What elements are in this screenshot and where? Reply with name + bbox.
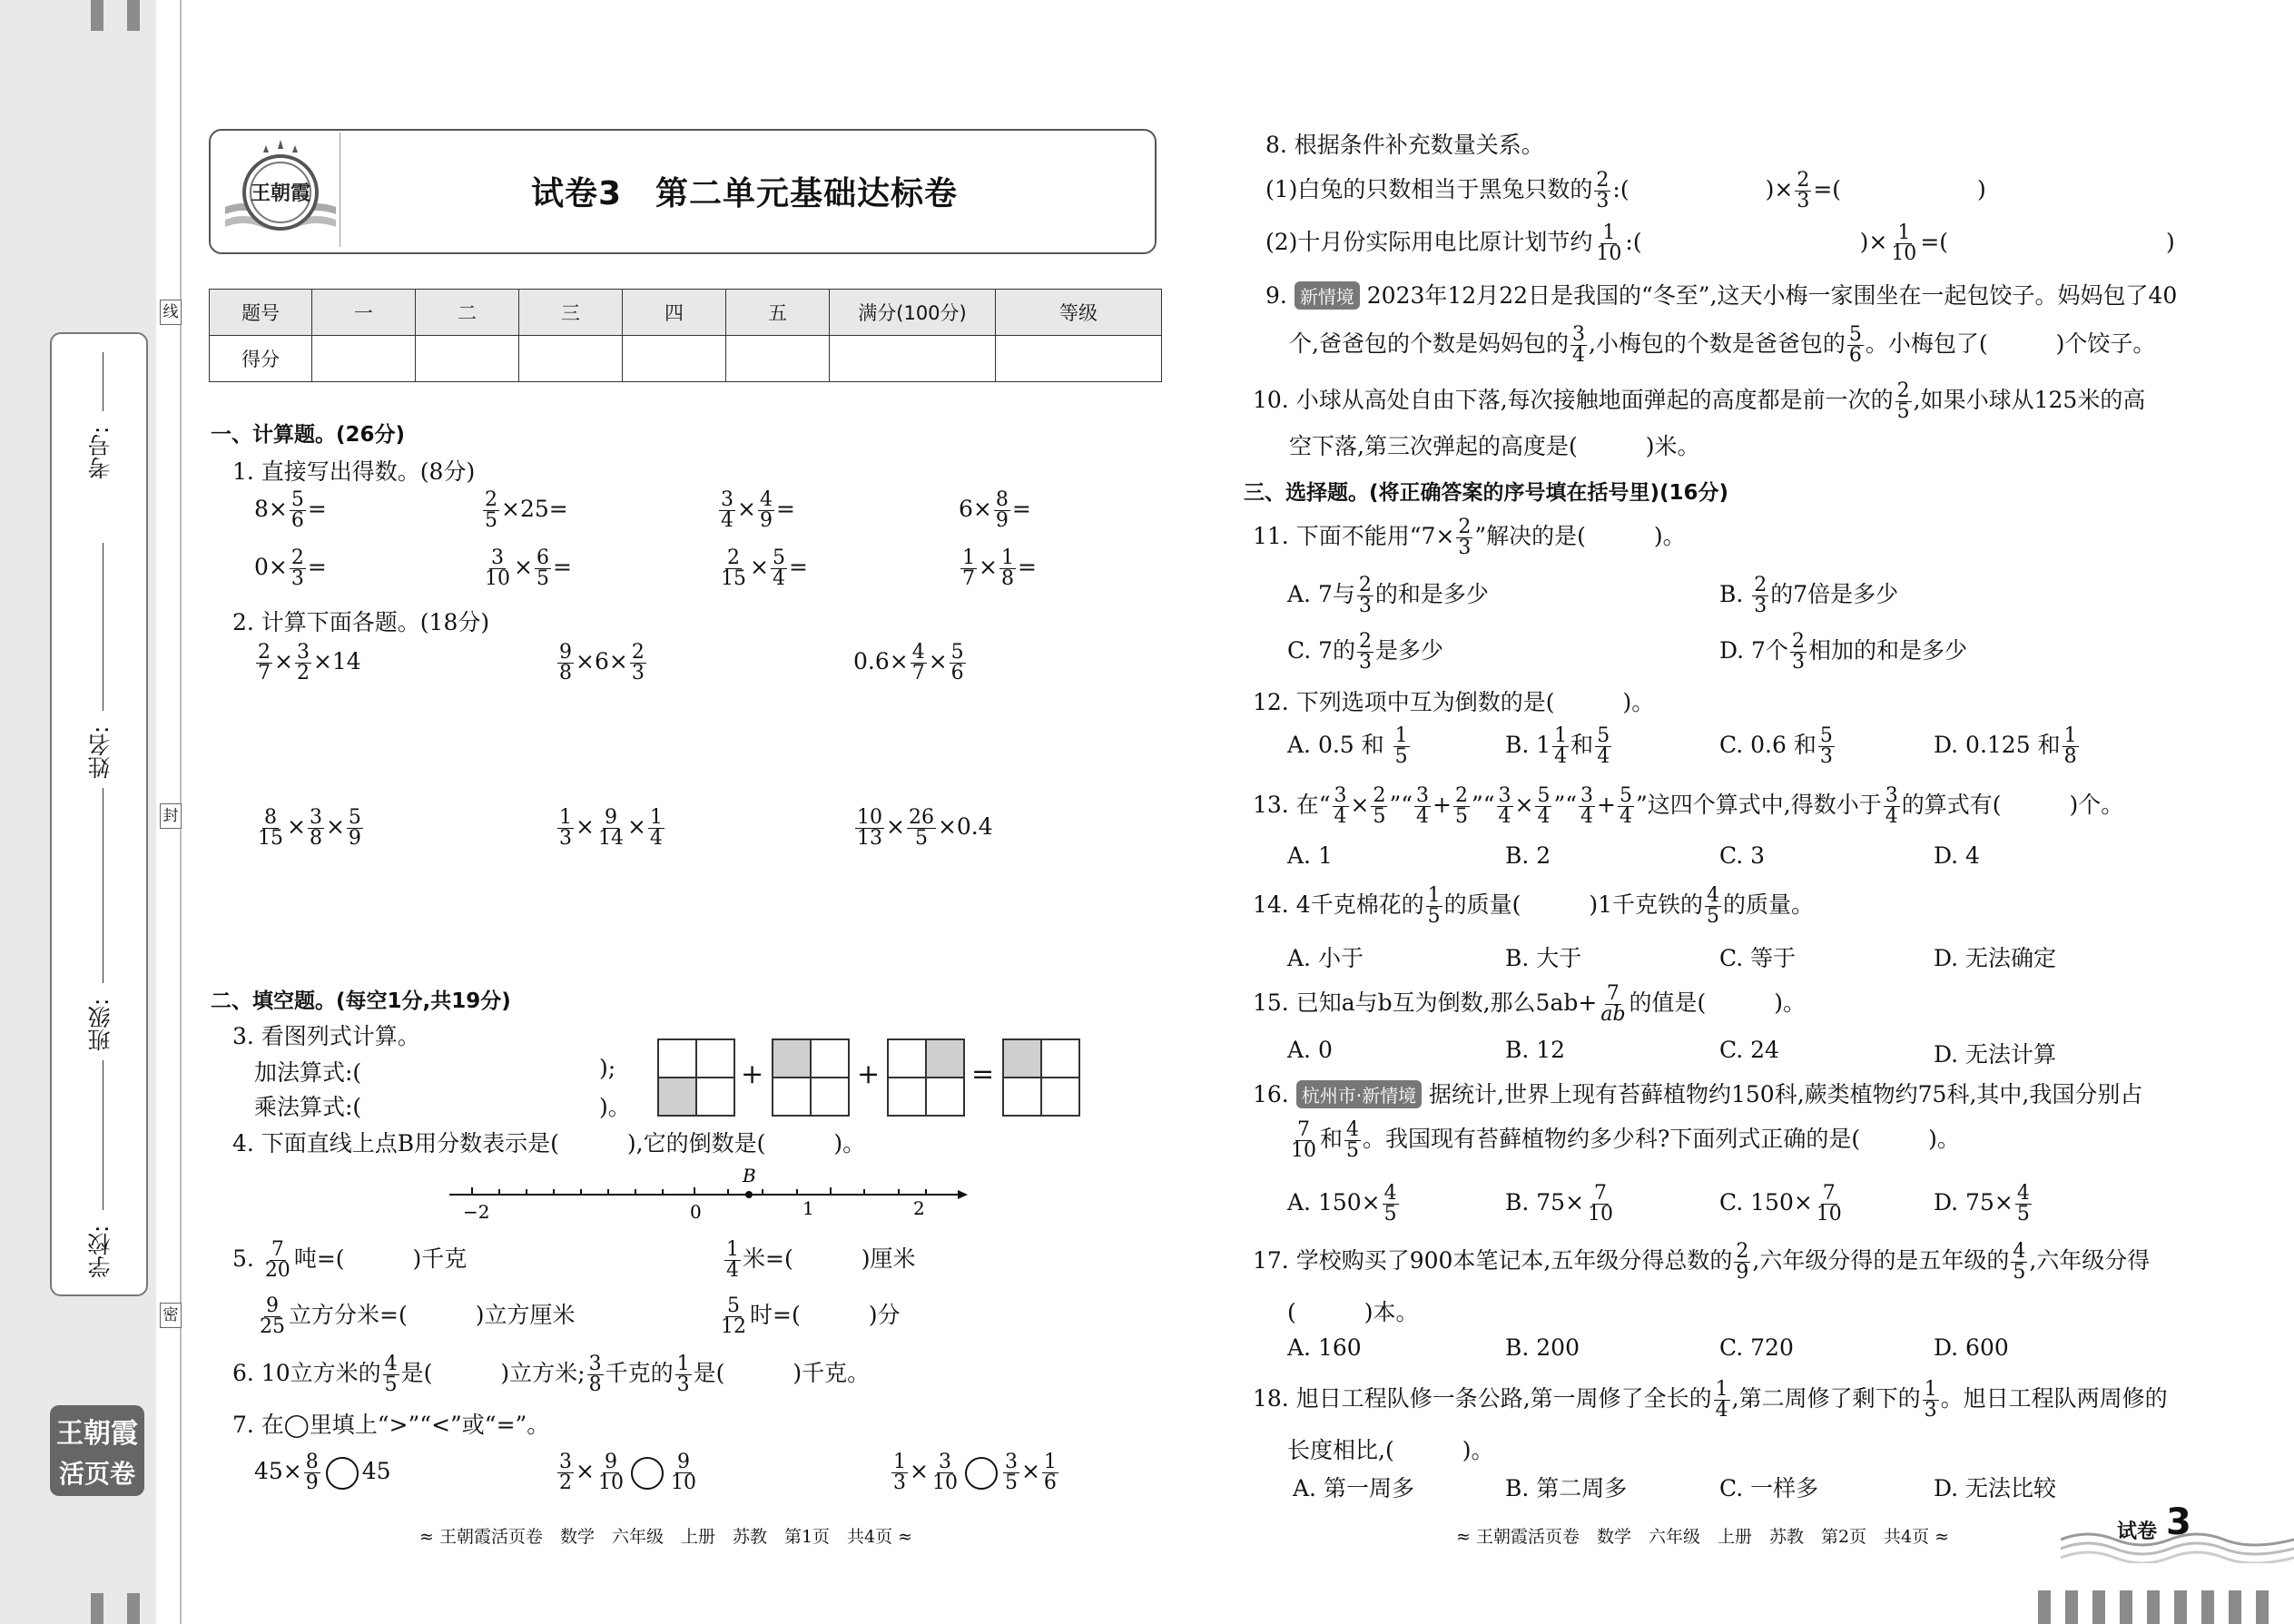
score-table-score-row [210, 336, 1162, 382]
q17-option-d[interactable]: D. 600 [1934, 1334, 2009, 1361]
question-12: 12. 下列选项中互为倒数的是( )。 [1253, 689, 1655, 715]
q5-item-3-text: 立方分米=( )立方厘米 [289, 1302, 576, 1328]
q5-item-4: $\frac{5}{12}$ 时=( )分 [721, 1294, 901, 1338]
compare-circle[interactable] [631, 1457, 664, 1490]
table-cell: 得分 [210, 336, 312, 382]
question-10: 10. 小球从高处自由下落,每次接触地面弹起的高度都是前一次的 $\frac{2}{5}$ ,如果小球从125米的高 [1253, 379, 2146, 423]
number-line [445, 1162, 971, 1225]
q13-text-2: ”这四个算式中,得数小于 [1636, 792, 1882, 818]
q14-text-2: 的质量( )1千克铁的 [1443, 891, 1704, 918]
question-14: 14. 4千克棉花的 $\frac{1}{5}$ 的质量( )1千克铁的 $\frac{4}{5}$ 的质量。 [1253, 884, 1815, 928]
q1-item-6: $\frac{3}{10}$ × $\frac{6}{5}$ = [485, 546, 572, 590]
question-3: 3. 看图列式计算。 [232, 1023, 420, 1049]
q7-item-1-left: 45× [254, 1458, 302, 1484]
q12-option-c[interactable]: C. 0.6 和 $\frac{5}{3}$ [1719, 724, 1833, 768]
q7-item-3: $\frac{1}{3}$ × $\frac{3}{10}$ $\frac{3}{5}$ × $\frac{1}{6}$ [893, 1451, 1057, 1494]
q18-option-b[interactable]: B. 第二周多 [1505, 1475, 1628, 1501]
q11-option-d[interactable]: D. 7个 $\frac{2}{3}$ 相加的和是多少 [1719, 630, 1967, 674]
binding-char-mi: 密 [160, 1303, 182, 1328]
question-16-cont: $\frac{7}{10}$ 和 $\frac{4}{5}$ 。我国现有苔藓植物约多少科?下面列式正确的是( )。 [1291, 1118, 1960, 1162]
score-input-cell[interactable] [996, 336, 1162, 382]
svg-text:王朝霞: 王朝霞 [250, 182, 311, 205]
compare-circle[interactable] [326, 1457, 359, 1490]
q8-item-2: (2)十月份实际用电比原计划节约 $\frac{1}{10}$ :( )× $\frac{1}{10}$ =( ) [1265, 221, 2175, 265]
q11-text-2: ”解决的是( )。 [1474, 523, 1686, 549]
q2-item-1: $\frac{2}{7}$ × $\frac{3}{2}$ ×14 [258, 641, 361, 684]
question-6: 6. 10立方米的 $\frac{4}{5}$ 是( )立方米; $\frac{3}{8}$ 千克的 $\frac{1}{3}$ 是( )千克。 [232, 1353, 871, 1396]
table-cell: 题号 [210, 290, 312, 336]
q5-item-2-text: 米=( )厘米 [743, 1245, 916, 1272]
q1-item-5: 0× $\frac{2}{3}$ = [254, 546, 327, 590]
q7-item-2: $\frac{3}{2}$ × $\frac{9}{10}$ $\frac{9}{10}$ [559, 1451, 696, 1494]
number-line-label: 1 [802, 1197, 814, 1219]
q5-item-4-text: 时=( )分 [750, 1302, 901, 1328]
q5-item-2: $\frac{1}{4}$ 米=( )厘米 [726, 1238, 916, 1282]
q17-text-2: ,六年级分得的是五年级的 [1752, 1247, 2010, 1274]
fraction-grid [772, 1038, 850, 1117]
q12-option-b[interactable]: B. 1 $\frac{1}{4}$ 和 $\frac{5}{4}$ [1505, 724, 1610, 768]
school-label: 学校: [87, 1225, 113, 1278]
q11-option-b-text-2: 的7倍是多少 [1770, 581, 1899, 607]
score-table-header-row [210, 290, 1162, 336]
q13-option-d[interactable]: D. 4 [1934, 842, 1980, 869]
q10-text-1: 10. 小球从高处自由下落,每次接触地面弹起的高度都是前一次的 [1253, 387, 1894, 413]
question-11: 11. 下面不能用“7× $\frac{2}{3}$ ”解决的是( )。 [1253, 516, 1686, 559]
q11-option-d-text: D. 7个 [1719, 637, 1788, 664]
q16-text-1: 据统计,世界上现有苔藓植物约150科,蕨类植物约75科,其中,我国分别占 [1429, 1081, 2143, 1107]
q15-option-b[interactable]: B. 12 [1505, 1037, 1566, 1063]
table-cell: 五 [726, 290, 830, 336]
number-line-label: −2 [463, 1201, 490, 1223]
q14-option-c[interactable]: C. 等于 [1719, 945, 1797, 971]
q18-option-d[interactable]: D. 无法比较 [1934, 1475, 2057, 1501]
exam-number-label: 考号: [87, 426, 113, 479]
q9-text-3: ,小梅包的个数是爸爸包的 [1588, 330, 1846, 357]
q8-item-1: (1)白兔的只数相当于黑兔只数的 $\frac{2}{3}$ :( )× $\frac{2}{3}$ =( ) [1265, 169, 1986, 212]
question-8: 8. 根据条件补充数量关系。 [1265, 132, 1544, 158]
table-cell: 等级 [996, 290, 1162, 336]
q15-option-d[interactable]: D. 无法计算 [1934, 1041, 2057, 1068]
q9-text-2: 个,爸爸包的个数是妈妈包的 [1289, 330, 1569, 357]
q16-text-2: 。我国现有苔藓植物约多少科?下面列式正确的是( )。 [1363, 1126, 1960, 1152]
question-17: 17. 学校购买了900本笔记本,五年级分得总数的 $\frac{2}{9}$ ,六年级分得的是五年级的 $\frac{4}{5}$ ,六年级分得 [1253, 1240, 2151, 1284]
score-input-cell[interactable] [312, 336, 416, 382]
q13-option-c[interactable]: C. 3 [1719, 842, 1766, 869]
q15-option-a[interactable]: A. 0 [1287, 1037, 1333, 1063]
q1-item-3: $\frac{3}{4}$ × $\frac{4}{9}$ = [721, 488, 795, 532]
strip-bar [127, 0, 140, 31]
q12-option-d[interactable]: D. 0.125 和 $\frac{1}{8}$ [1934, 724, 2077, 768]
plus-sign: + [857, 1058, 881, 1090]
q17-option-c[interactable]: C. 720 [1719, 1334, 1794, 1361]
score-input-cell[interactable] [416, 336, 519, 382]
q11-text-1: 11. 下面不能用“7× [1253, 523, 1455, 549]
question-17-cont: ( )本。 [1287, 1299, 1419, 1325]
fraction-grid [1002, 1038, 1080, 1117]
corner-number: 3 [2166, 1501, 2191, 1543]
q6-text-4: 是( )千克。 [693, 1360, 871, 1386]
q11-option-a[interactable]: A. 7与 $\frac{2}{3}$ 的和是多少 [1287, 574, 1489, 617]
q6-text-1: 6. 10立方米的 [232, 1360, 381, 1386]
binding-char-feng: 封 [160, 803, 182, 829]
q9-text-4: 。小梅包了( )个饺子。 [1865, 330, 2156, 357]
q11-option-c-text-2: 是多少 [1375, 637, 1444, 664]
right-page-footer: ≈ 王朝霞活页卷 数学 六年级 上册 苏教 第2页 共4页 ≈ [1456, 1527, 1950, 1547]
binding-char-xian: 线 [160, 300, 182, 325]
q5-item-1-text: 吨=( )千克 [293, 1245, 468, 1272]
table-cell: 二 [416, 290, 519, 336]
new-context-tag: 新情境 [1295, 281, 1360, 310]
q3-multiplication-label: 乘法算式:( [254, 1094, 362, 1120]
q16-option-d[interactable]: D. 75× $\frac{4}{5}$ [1934, 1182, 2030, 1225]
q11-option-b-text: B. [1719, 581, 1744, 607]
q11-option-c-text: C. 7的 [1287, 637, 1356, 664]
q13-option-a[interactable]: A. 1 [1287, 842, 1333, 869]
q11-option-d-text-2: 相加的和是多少 [1807, 637, 1967, 664]
q17-option-a[interactable]: A. 160 [1287, 1334, 1362, 1361]
question-13: 13. 在“ $\frac{3}{4}$ × $\frac{2}{5}$ ”“ $\frac{3}{4}$ + $\frac{2}{5}$ ”“ $\frac{3}{4}$ × $\frac{5}{4}$ ”“ $\frac{3}{4}$ + $\frac{5}{4}$ ”这四个算式中,得数小于 $\frac{3}{4}$ 的算式有( )个。 [1253, 784, 2124, 828]
q11-option-b[interactable]: B. $\frac{2}{3}$ 的7倍是多少 [1719, 574, 1899, 617]
q7-item-1: 45× $\frac{8}{9}$ 45 [254, 1451, 391, 1494]
q13-text-1: 13. 在“ [1253, 792, 1331, 818]
compare-circle[interactable] [965, 1457, 998, 1490]
q2-item-2: $\frac{9}{8}$ ×6× $\frac{2}{3}$ [559, 641, 645, 684]
table-cell: 一 [312, 290, 416, 336]
publisher-logo [225, 136, 336, 241]
question-4: 4. 下面直线上点B用分数表示是( ),它的倒数是( )。 [232, 1130, 866, 1156]
q12-option-a[interactable]: A. 0.5 和 $\frac{1}{5}$ [1287, 724, 1408, 768]
q8-item-1-text: (1)白兔的只数相当于黑兔只数的 [1265, 176, 1593, 202]
question-9-cont: 个,爸爸包的个数是妈妈包的 $\frac{3}{4}$ ,小梅包的个数是爸爸包的 $\frac{5}{6}$ 。小梅包了( )个饺子。 [1289, 323, 2156, 367]
q13-text-3: 的算式有( )个。 [1901, 792, 2124, 818]
brand-bottom-text: 活页卷 [58, 1459, 135, 1489]
q1-item-2: $\frac{2}{5}$ ×25= [485, 488, 568, 532]
q7-item-1-right: 45 [361, 1458, 391, 1484]
q3-multiplication-close: )。 [599, 1094, 631, 1120]
name-label: 姓名: [87, 725, 113, 779]
q17-option-b[interactable]: B. 200 [1505, 1334, 1580, 1361]
equals-sign: = [971, 1058, 995, 1090]
q17-text-1: 17. 学校购买了900本笔记本,五年级分得总数的 [1253, 1247, 1733, 1274]
q2-item-4: $\frac{8}{15}$ × $\frac{3}{8}$ × $\frac{5}{9}$ [258, 806, 361, 850]
plus-sign: + [741, 1058, 764, 1090]
score-input-cell[interactable] [519, 336, 623, 382]
section-2-title: 二、填空题。(每空1分,共19分) [211, 989, 511, 1013]
student-info-box [50, 332, 148, 1296]
section-1-title: 一、计算题。(26分) [211, 423, 406, 447]
q18-text-3: 。旭日工程队两周修的 [1940, 1385, 2168, 1412]
q14-text-1: 14. 4千克棉花的 [1253, 891, 1424, 918]
q6-text-3: 千克的 [605, 1360, 674, 1386]
q15-option-c[interactable]: C. 24 [1719, 1037, 1779, 1063]
brand-badge [50, 1405, 144, 1496]
q15-text-2: 的值是( )。 [1629, 989, 1807, 1016]
q18-option-a[interactable]: A. 第一周多 [1293, 1475, 1414, 1501]
strip-bar [127, 1593, 140, 1624]
q18-text-1: 18. 旭日工程队修一条公路,第一周修了全长的 [1253, 1385, 1712, 1412]
q18-text-2: ,第二周修了剩下的 [1731, 1385, 1921, 1412]
question-2: 2. 计算下面各题。(18分) [232, 609, 490, 635]
q14-option-d[interactable]: D. 无法确定 [1934, 945, 2057, 971]
question-7: 7. 在◯里填上“>”“<”或“=”。 [232, 1412, 550, 1438]
class-label: 班级: [87, 998, 113, 1051]
q14-option-b[interactable]: B. 大于 [1505, 945, 1582, 971]
hangzhou-context-tag: 杭州市·新情境 [1296, 1080, 1422, 1108]
q11-option-a-text: A. 7与 [1287, 581, 1355, 607]
q11-option-a-text-2: 的和是多少 [1374, 581, 1489, 607]
q14-text-3: 的质量。 [1723, 891, 1815, 918]
q14-option-a[interactable]: A. 小于 [1287, 945, 1364, 971]
question-1: 1. 直接写出得数。(8分) [232, 458, 476, 485]
table-cell: 满分(100分) [830, 290, 996, 336]
table-cell: 四 [623, 290, 726, 336]
q1-item-1: 8× $\frac{5}{6}$ = [254, 488, 327, 532]
score-input-cell[interactable] [726, 336, 830, 382]
q2-item-6: $\frac{10}{13}$ × $\frac{26}{5}$ ×0.4 [857, 806, 993, 850]
page-title: 试卷3 第二单元基础达标卷 [530, 175, 959, 212]
q16-option-a[interactable]: A. 150× $\frac{4}{5}$ [1287, 1182, 1397, 1225]
q8-item-2-text: (2)十月份实际用电比原计划节约 [1265, 229, 1593, 255]
strip-bar [91, 1593, 103, 1624]
q1-item-8: $\frac{1}{7}$ × $\frac{1}{8}$ = [962, 546, 1037, 590]
score-input-cell[interactable] [623, 336, 726, 382]
q2-item-5: $\frac{1}{3}$ × $\frac{9}{14}$ × $\frac{1}{4}$ [559, 806, 663, 850]
fraction-grid [657, 1038, 735, 1117]
score-input-cell[interactable] [830, 336, 996, 382]
q11-option-c[interactable]: C. 7的 $\frac{2}{3}$ 是多少 [1287, 630, 1444, 674]
q18-option-c[interactable]: C. 一样多 [1719, 1475, 1819, 1501]
q3-addition-close: ); [599, 1055, 616, 1081]
score-table [209, 289, 1162, 382]
number-line-label: 2 [913, 1197, 925, 1219]
q3-addition-label: 加法算式:( [254, 1059, 362, 1086]
question-18-cont: 长度相比,( )。 [1287, 1437, 1494, 1463]
point-b-label: B [743, 1165, 756, 1186]
q1-item-7: $\frac{2}{15}$ × $\frac{5}{4}$ = [721, 546, 808, 590]
q17-text-3: ,六年级分得 [2029, 1247, 2151, 1274]
q15-text-1: 15. 已知a与b互为倒数,那么5ab+ [1253, 989, 1598, 1016]
q13-option-b[interactable]: B. 2 [1505, 842, 1551, 869]
q10-text-2: ,如果小球从125米的高 [1913, 387, 2146, 413]
table-cell: 三 [519, 290, 623, 336]
q1-item-4: 6× $\frac{8}{9}$ = [959, 488, 1031, 532]
bottom-bars [2038, 1590, 2294, 1624]
question-15: 15. 已知a与b互为倒数,那么5ab+ $\frac{7}{ab}$ 的值是( )。 [1253, 982, 1807, 1026]
q16-option-c[interactable]: C. 150× $\frac{7}{10}$ [1719, 1182, 1842, 1225]
question-10-cont: 空下落,第三次弹起的高度是( )米。 [1289, 433, 1700, 459]
q9-text-1: 2023年12月22日是我国的“冬至”,这天小梅一家围坐在一起包饺子。妈妈包了40 [1366, 282, 2178, 309]
q2-item-3: 0.6× $\frac{4}{7}$ × $\frac{5}{6}$ [853, 641, 964, 684]
brand-top-text: 王朝霞 [56, 1418, 138, 1450]
question-16: 16. 杭州市·新情境 据统计,世界上现有苔藓植物约150科,蕨类植物约75科,其中,我国分别占 [1253, 1081, 2143, 1107]
left-page-footer: ≈ 王朝霞活页卷 数学 六年级 上册 苏教 第1页 共4页 ≈ [419, 1527, 913, 1547]
question-9: 9. 新情境 2023年12月22日是我国的“冬至”,这天小梅一家围坐在一起包饺子。妈妈包了40 [1265, 282, 2178, 309]
strip-bar [91, 0, 103, 31]
section-3-title: 三、选择题。(将正确答案的序号填在括号里)(16分) [1244, 481, 1729, 505]
question-18: 18. 旭日工程队修一条公路,第一周修了全长的 $\frac{1}{4}$ ,第二周修了剩下的 $\frac{1}{3}$ 。旭日工程队两周修的 [1253, 1378, 2168, 1422]
q5-item-3: $\frac{9}{25}$ 立方分米=( )立方厘米 [260, 1294, 576, 1338]
q16-option-b[interactable]: B. 75× $\frac{7}{10}$ [1505, 1182, 1614, 1225]
q6-text-2: 是( )立方米; [400, 1360, 586, 1386]
number-line-label: 0 [690, 1201, 702, 1223]
fraction-grid [887, 1038, 965, 1117]
q5-item-1: 5. $\frac{7}{20}$ 吨=( )千克 [232, 1238, 468, 1282]
corner-label: 试卷 [2117, 1521, 2158, 1543]
